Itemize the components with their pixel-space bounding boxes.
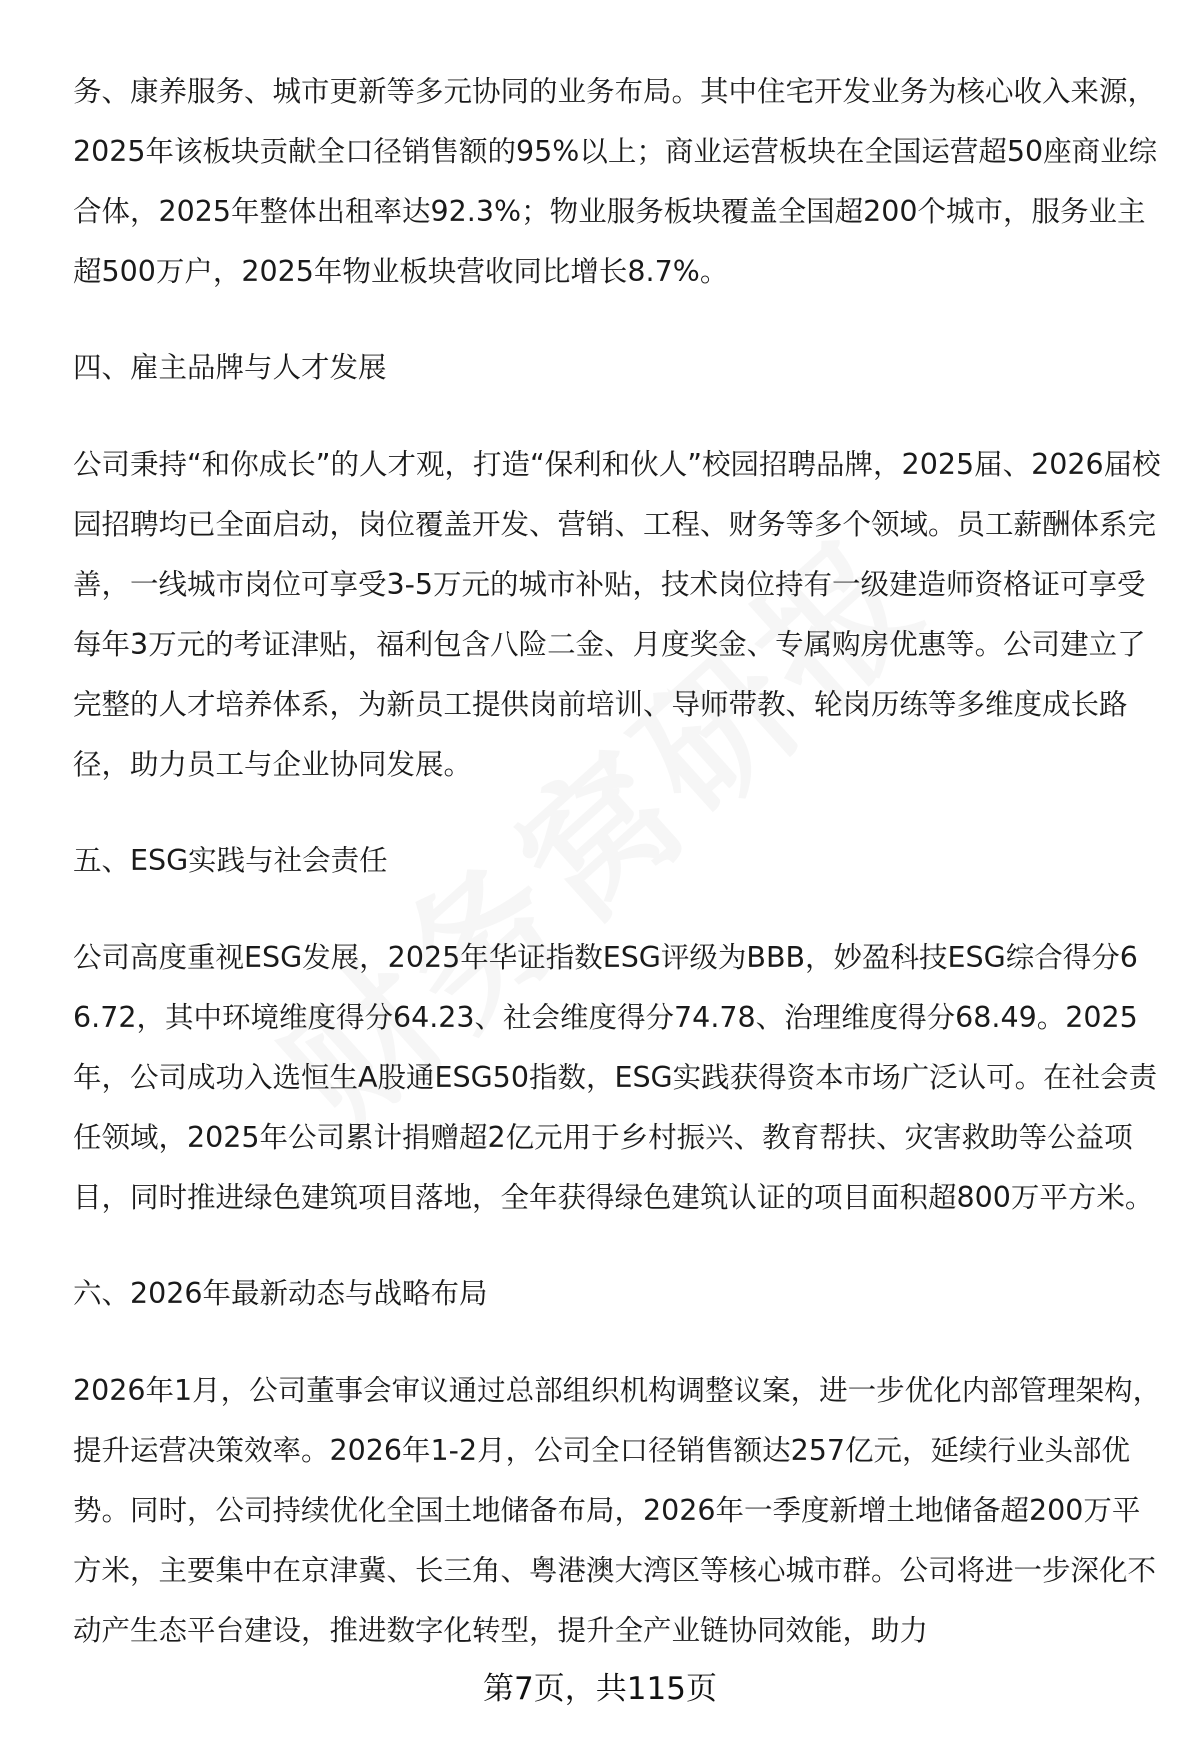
paragraph-business-layout: 务、康养服务、城市更新等多元协同的业务布局。其中住宅开发业务为核心收入来源，2025年该板块贡献全口径销售额的95%以上；商业运营板块在全国运营超50座商业综合体，2025年整体出租率达92.3%；物业服务板块覆盖全国超200个城市，服务业主超500万户，2025年物业板块营收同比增长8.7%。 bbox=[73, 75, 1158, 288]
document-body bbox=[73, 62, 1163, 1661]
paragraph-2026-dynamics: 2026年1月，公司董事会审议通过总部组织机构调整议案，进一步优化内部管理架构，提升运营决策效率。2026年1-2月，公司全口径销售额达257亿元，延续行业头部优势。同时，公司持续优化全国土地储备布局，2026年一季度新增土地储备超200万平方米，主要集中在京津冀、长三角、粤港澳大湾区等核心城市群。公司将进一步深化不动产生态平台建设，推进数字化转型，提升全产业链协同效能，助力 bbox=[73, 1374, 1162, 1647]
section-heading-employer-brand: 四、雇主品牌与人才发展 bbox=[73, 351, 387, 384]
paragraph-esg-practice: 公司高度重视ESG发展，2025年华证指数ESG评级为BBB，妙盈科技ESG综合得分66.72，其中环境维度得分64.23、社会维度得分74.78、治理维度得分68.49。2025年，公司成功入选恒生A股通ESG50指数，ESG实践获得资本市场广泛认可。在社会责任领域，2025年公司累计捐赠超2亿元用于乡村振兴、教育帮扶、灾害救助等公益项目，同时推进绿色建筑项目落地，全年获得绿色建筑认证的项目面积超800万平方米。 bbox=[73, 941, 1158, 1214]
section-heading-2026-strategy: 六、2026年最新动态与战略布局 bbox=[73, 1277, 488, 1310]
page-number-footer: 第7页，共115页 bbox=[483, 1671, 717, 1707]
section-heading-esg: 五、ESG实践与社会责任 bbox=[73, 844, 388, 877]
paragraph-talent-development: 公司秉持“和你成长”的人才观，打造“保利和伙人”校园招聘品牌，2025届、2026届校园招聘均已全面启动，岗位覆盖开发、营销、工程、财务等多个领域。员工薪酬体系完善，一线城市岗位可享受3-5万元的城市补贴，技术岗位持有一级建造师资格证可享受每年3万元的考证津贴，福利包含八险二金、月度奖金、专属购房优惠等。公司建立了完整的人才培养体系，为新员工提供岗前培训、导师带教、轮岗历练等多维度成长路径，助力员工与企业协同发展。 bbox=[73, 448, 1161, 781]
